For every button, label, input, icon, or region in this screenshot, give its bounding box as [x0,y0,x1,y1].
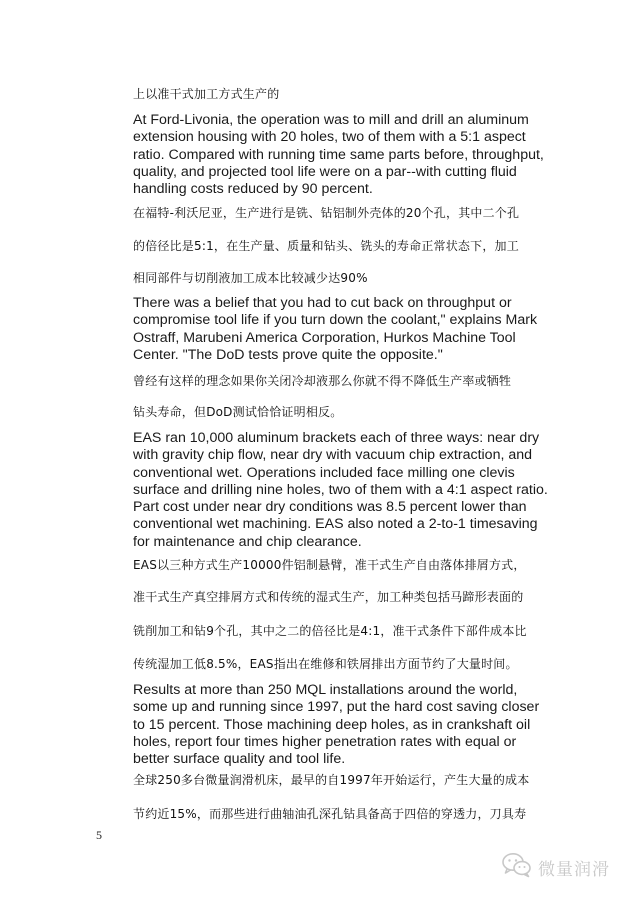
page-number: 5 [96,828,102,842]
watermark [502,852,610,882]
chinese-line-4-1: 全球250多台微量润滑机床，最早的自1997年开始运行，产生大量的成本 [133,773,530,787]
chinese-line-1-1: 在福特-利沃尼亚，生产进行是铣、钻铝制外壳体的20个孔，其中二个孔 [133,206,520,220]
section-heading: 上以准干式加工方式生产的 [133,87,280,101]
chinese-line-4-2: 节约近15%，而那些进行曲轴油孔深孔钻具备高于四倍的穿透力，刀具寿 [133,807,527,821]
english-paragraph-1: At Ford-Livonia, the operation was to mill and drill an aluminum extension housing with 20 holes, two of them with a 5:1 aspect ratio. Compared with running time same parts before, throughput, quality, and projected tool life were on a par--with cutting fluid handling costs reduced by 90 percent. [133,112,544,198]
chinese-line-3-3: 铣削加工和钻9个孔，其中之二的倍径比是4:1，准干式条件下部件成本比 [133,624,527,638]
chinese-line-3-4: 传统湿加工低8.5%，EAS指出在维修和铁屑排出方面节约了大量时间。 [133,657,518,671]
chinese-line-1-3: 相同部件与切削液加工成本比较减少达90% [133,271,368,285]
english-paragraph-2: There was a belief that you had to cut back on throughput or compromise tool life if you turn down the coolant," explains Mark Ostraff, Marubeni America Corporation, Hurkos Machine Tool Center. "The DoD tests prove quite the opposite." [133,295,538,363]
chinese-line-3-1: EAS以三种方式生产10000件铝制悬臂，准干式生产自由落体排屑方式， [133,558,526,572]
chinese-line-3-2: 准干式生产真空排屑方式和传统的湿式生产，加工种类包括马蹄形表面的 [133,590,524,604]
wechat-icon [502,852,532,883]
chinese-line-2-1: 曾经有这样的理念如果你关闭冷却液那么你就不得不降低生产率或牺牲 [133,374,512,388]
chinese-line-2-2: 钻头寿命，但DoD测试恰恰证明相反。 [133,405,343,419]
watermark-text: 微量润滑 [538,859,610,880]
english-paragraph-4: Results at more than 250 MQL installations around the world, some up and running since 1997, put the hard cost saving closer to 15 percent. Those machining deep holes, as in crankshaft oil holes, report four times higher penetration rates with equal or better surface quality and tool life. [133,682,540,768]
english-paragraph-3: EAS ran 10,000 aluminum brackets each of three ways: near dry with gravity chip flow, near dry with vacuum chip extraction, and conventional wet. Operations included face milling one clevis surface and drilling nine holes, two of them with a 4:1 aspect ratio. Part cost under near dry conditions was 8.5 percent lower than conventional wet machining. EAS also noted a 2-to-1 timesaving for maintenance and chip clearance. [133,430,548,550]
chinese-line-1-2: 的倍径比是5:1，在生产量、质量和钻头、铣头的寿命正常状态下，加工 [133,239,519,253]
